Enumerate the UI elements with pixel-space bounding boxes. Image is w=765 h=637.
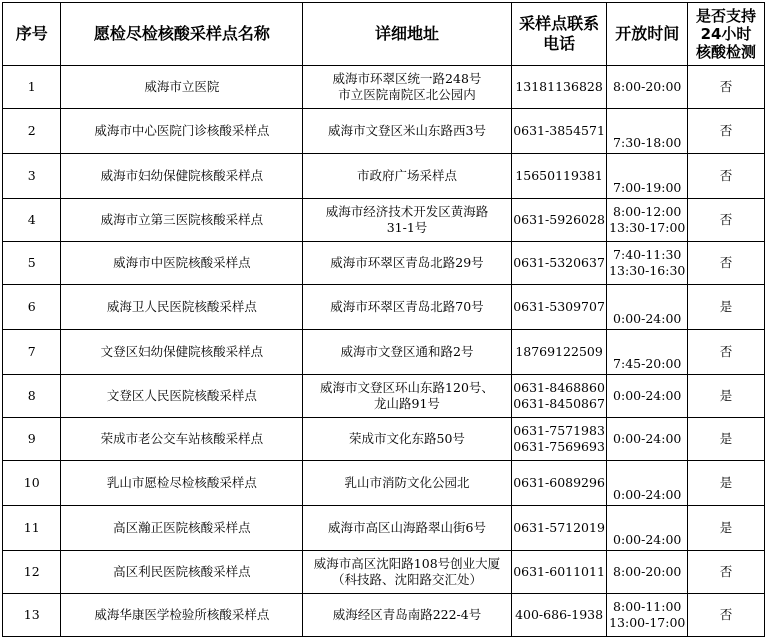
supports-24h: 否 <box>688 154 765 199</box>
site-name: 高区瀚正医院核酸采样点 <box>61 506 303 551</box>
table-row <box>3 66 765 109</box>
header-phone-line2: 电话 <box>543 34 576 53</box>
site-name: 威海市立医院 <box>61 66 303 109</box>
header-address: 详细地址 <box>303 3 511 66</box>
header-24h-line1: 是否支持 <box>695 7 756 25</box>
row-number: 3 <box>3 154 61 199</box>
phone-line: 0631-5712019 <box>513 520 605 535</box>
header-phone-line1: 采样点联系 <box>519 14 600 33</box>
address-line: （科技路、沈阳路交汇处） <box>331 572 482 587</box>
phone-line: 0631-8468860 <box>513 380 605 395</box>
open-hours <box>607 506 688 551</box>
site-name: 乳山市愿检尽检核酸采样点 <box>61 461 303 506</box>
address-line: 威海市高区山海路翠山街6号 <box>328 520 486 535</box>
hours-line: 0:00-24:00 <box>613 311 682 326</box>
hours-line: 8:00-12:00 <box>613 204 682 219</box>
site-address <box>303 594 511 637</box>
hours-line: 7:30-18:00 <box>613 135 682 150</box>
supports-24h: 是 <box>688 285 765 330</box>
table-row <box>3 242 765 285</box>
row-number: 11 <box>3 506 61 551</box>
hours-line: 8:00-20:00 <box>613 564 682 579</box>
phone-line: 18769122509 <box>515 344 603 359</box>
open-hours <box>607 109 688 154</box>
phone-line: 13181136828 <box>515 79 603 94</box>
site-phone <box>511 285 607 330</box>
header-no: 序号 <box>3 3 61 66</box>
row-number: 1 <box>3 66 61 109</box>
table-row <box>3 375 765 418</box>
table-row <box>3 199 765 242</box>
site-name: 文登区妇幼保健院核酸采样点 <box>61 330 303 375</box>
table-row <box>3 551 765 594</box>
hours-line: 13:30-17:00 <box>609 220 686 235</box>
supports-24h: 否 <box>688 109 765 154</box>
site-address <box>303 109 511 154</box>
header-24h-line3: 核酸检测 <box>695 43 756 61</box>
site-address <box>303 242 511 285</box>
supports-24h: 否 <box>688 199 765 242</box>
site-address <box>303 199 511 242</box>
header-row <box>3 3 765 66</box>
site-name: 威海华康医学检验所核酸采样点 <box>61 594 303 637</box>
site-phone <box>511 154 607 199</box>
row-number: 9 <box>3 418 61 461</box>
phone-line: 0631-5926028 <box>513 212 605 227</box>
address-line: 威海市环翠区统一路248号 <box>332 71 482 86</box>
open-hours <box>607 594 688 637</box>
site-name: 威海市立第三医院核酸采样点 <box>61 199 303 242</box>
phone-line: 400-686-1938 <box>515 607 604 622</box>
supports-24h: 否 <box>688 594 765 637</box>
site-name: 高区利民医院核酸采样点 <box>61 551 303 594</box>
site-phone <box>511 418 607 461</box>
table-row <box>3 109 765 154</box>
site-name: 威海市妇幼保健院核酸采样点 <box>61 154 303 199</box>
open-hours <box>607 418 688 461</box>
address-line: 荣成市文化东路50号 <box>349 431 465 446</box>
supports-24h: 是 <box>688 375 765 418</box>
header-24h-line2: 24小时 <box>700 25 752 43</box>
open-hours <box>607 461 688 506</box>
supports-24h: 是 <box>688 506 765 551</box>
phone-line: 0631-5309707 <box>513 299 605 314</box>
header-24h <box>688 3 765 66</box>
address-line: 威海市环翠区青岛北路29号 <box>330 255 484 270</box>
address-line: 威海市文登区通和路2号 <box>340 344 474 359</box>
hours-line: 13:00-17:00 <box>609 615 686 630</box>
row-number: 4 <box>3 199 61 242</box>
open-hours <box>607 551 688 594</box>
hours-line: 7:40-11:30 <box>613 247 682 262</box>
address-line: 市政府广场采样点 <box>356 168 457 183</box>
site-phone <box>511 375 607 418</box>
row-number: 2 <box>3 109 61 154</box>
row-number: 12 <box>3 551 61 594</box>
open-hours <box>607 330 688 375</box>
supports-24h: 否 <box>688 330 765 375</box>
address-line: 市立医院南院区北公园内 <box>338 87 476 102</box>
address-line: 威海市环翠区青岛北路70号 <box>330 299 484 314</box>
phone-line: 0631-6089296 <box>513 475 605 490</box>
site-phone <box>511 242 607 285</box>
address-line: 龙山路91号 <box>374 396 440 411</box>
phone-line: 15650119381 <box>515 168 603 183</box>
supports-24h: 否 <box>688 66 765 109</box>
site-name: 荣成市老公交车站核酸采样点 <box>61 418 303 461</box>
header-hours: 开放时间 <box>607 3 688 66</box>
phone-line: 0631-7571983 <box>513 423 605 438</box>
open-hours <box>607 375 688 418</box>
hours-line: 8:00-20:00 <box>613 79 682 94</box>
site-address <box>303 506 511 551</box>
site-address <box>303 66 511 109</box>
supports-24h: 是 <box>688 418 765 461</box>
hours-line: 8:00-11:00 <box>613 599 682 614</box>
table-row <box>3 418 765 461</box>
table-row <box>3 330 765 375</box>
site-phone <box>511 330 607 375</box>
row-number: 13 <box>3 594 61 637</box>
table-row <box>3 506 765 551</box>
row-number: 10 <box>3 461 61 506</box>
hours-line: 0:00-24:00 <box>613 388 682 403</box>
address-line: 31-1号 <box>386 220 428 235</box>
supports-24h: 否 <box>688 551 765 594</box>
header-phone <box>511 3 607 66</box>
site-phone <box>511 551 607 594</box>
open-hours <box>607 199 688 242</box>
supports-24h: 否 <box>688 242 765 285</box>
address-line: 威海市经济技术开发区黄海路 <box>325 204 489 219</box>
site-address <box>303 551 511 594</box>
phone-line: 0631-3854571 <box>513 123 605 138</box>
address-line: 威海市高区沈阳路108号创业大厦 <box>313 556 501 571</box>
site-address <box>303 461 511 506</box>
open-hours <box>607 285 688 330</box>
site-phone <box>511 109 607 154</box>
open-hours <box>607 242 688 285</box>
site-name: 威海卫人民医院核酸采样点 <box>61 285 303 330</box>
hours-line: 0:00-24:00 <box>613 532 682 547</box>
phone-line: 0631-5320637 <box>513 255 605 270</box>
site-name: 文登区人民医院核酸采样点 <box>61 375 303 418</box>
table-body <box>3 66 765 637</box>
hours-line: 7:00-19:00 <box>613 180 682 195</box>
row-number: 7 <box>3 330 61 375</box>
site-address <box>303 375 511 418</box>
address-line: 威海市文登区环山东路120号、 <box>320 380 494 395</box>
site-address <box>303 418 511 461</box>
row-number: 5 <box>3 242 61 285</box>
phone-line: 0631-6011011 <box>513 564 605 579</box>
open-hours <box>607 154 688 199</box>
site-name: 威海市中心医院门诊核酸采样点 <box>61 109 303 154</box>
site-phone <box>511 66 607 109</box>
table-row <box>3 154 765 199</box>
site-address <box>303 154 511 199</box>
address-line: 威海市文登区米山东路西3号 <box>328 123 486 138</box>
supports-24h: 是 <box>688 461 765 506</box>
site-name: 威海市中医院核酸采样点 <box>61 242 303 285</box>
address-line: 威海经区青岛南路222-4号 <box>332 607 482 622</box>
address-line: 乳山市消防文化公园北 <box>344 475 470 490</box>
site-address <box>303 330 511 375</box>
phone-line: 0631-8450867 <box>513 396 605 411</box>
site-phone <box>511 594 607 637</box>
phone-line: 0631-7569693 <box>513 439 605 454</box>
hours-line: 0:00-24:00 <box>613 431 682 446</box>
site-phone <box>511 506 607 551</box>
header-name: 愿检尽检核酸采样点名称 <box>61 3 303 66</box>
hours-line: 13:30-16:30 <box>609 263 686 278</box>
site-phone <box>511 461 607 506</box>
table-row <box>3 461 765 506</box>
row-number: 6 <box>3 285 61 330</box>
site-phone <box>511 199 607 242</box>
table-row <box>3 285 765 330</box>
row-number: 8 <box>3 375 61 418</box>
sampling-points-table <box>2 2 765 637</box>
hours-line: 7:45-20:00 <box>613 356 682 371</box>
table-row <box>3 594 765 637</box>
open-hours <box>607 66 688 109</box>
site-address <box>303 285 511 330</box>
hours-line: 0:00-24:00 <box>613 487 682 502</box>
